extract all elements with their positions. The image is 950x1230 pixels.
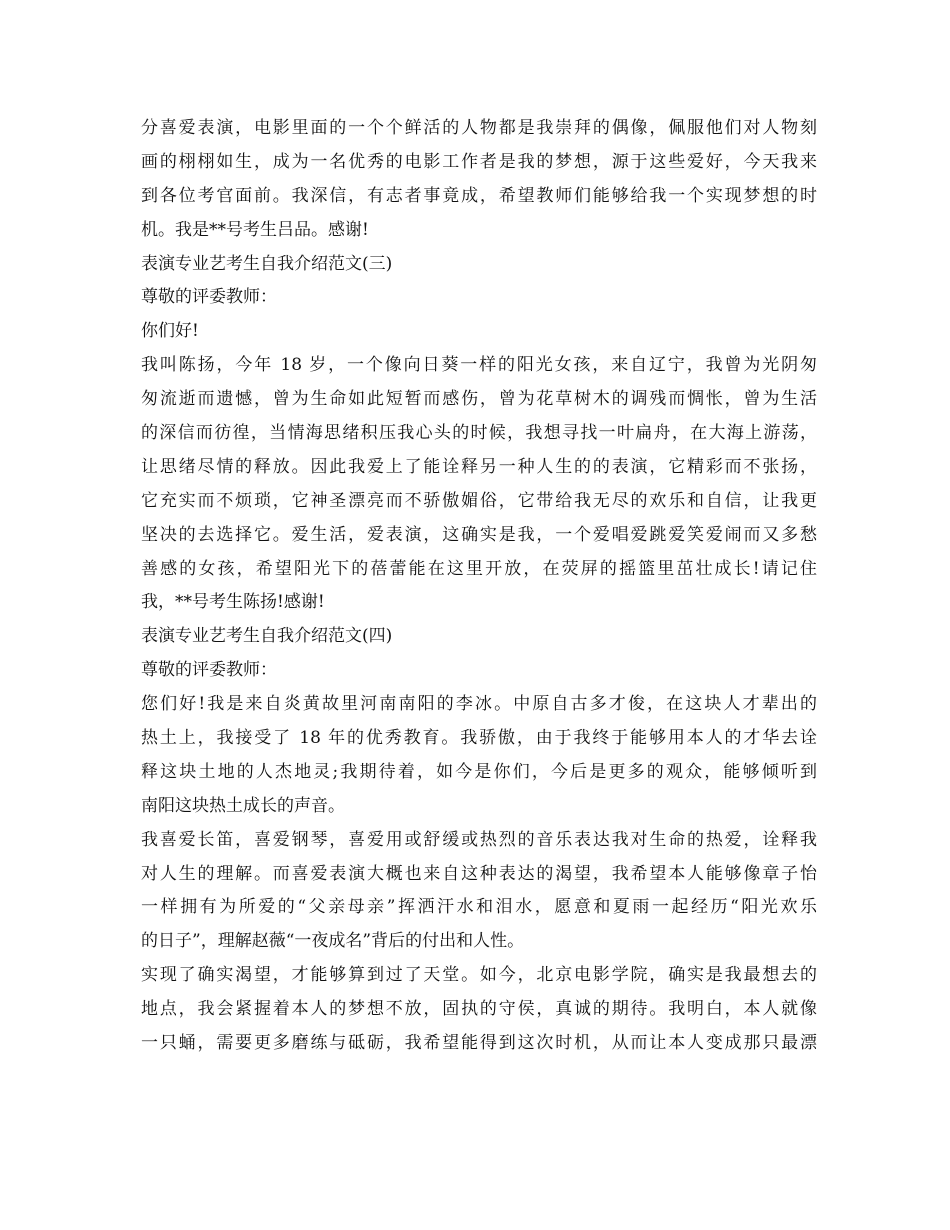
text-line: 分喜爱表演，电影里面的一个个鲜活的人物都是我崇拜的偶像，佩服他们对人物刻 bbox=[141, 118, 817, 138]
text-line: 的日子”，理解赵薇“一夜成名”背后的付出和人性。 bbox=[141, 931, 525, 952]
document-body bbox=[141, 112, 817, 1061]
text-line: 善感的女孩，希望阳光下的蓓蕾能在这里开放，在荧屏的摇篮里茁壮成长!请记住 bbox=[141, 558, 817, 579]
text-line: 一只蛹，需要更多磨练与砥砺，我希望能得到这次时机，从而让本人变成那只最漂 bbox=[141, 1033, 817, 1054]
text-line: 尊敬的评委教师： bbox=[141, 287, 277, 308]
text-line: 你们好! bbox=[141, 321, 199, 342]
text-line: 尊敬的评委教师： bbox=[141, 660, 277, 681]
text-line: 我叫陈扬，今年 18 岁，一个像向日葵一样的阳光女孩，来自辽宁，我曾为光阴匆 bbox=[141, 355, 817, 376]
text-line: 实现了确实渴望，才能够算到过了天堂。如今，北京电影学院，确实是我最想去的 bbox=[141, 965, 817, 986]
text-line: 热土上，我接受了 18 年的优秀教育。我骄傲，由于我终于能够用本人的才华去诠 bbox=[141, 728, 817, 749]
text-line: 画的栩栩如生，成为一名优秀的电影工作者是我的梦想，源于这些爱好，今天我来 bbox=[141, 151, 817, 172]
text-line: 的深信而彷徨，当情海思绪积压我心头的时候，我想寻找一叶扁舟，在大海上游荡， bbox=[141, 423, 817, 444]
text-line: 匆流逝而遗憾，曾为生命如此短暂而感伤，曾为花草树木的调残而惆怅，曾为生活 bbox=[141, 389, 817, 410]
text-line: 表演专业艺考生自我介绍范文(四) bbox=[141, 626, 393, 647]
text-line: 我喜爱长笛，喜爱钢琴，喜爱用或舒缓或热烈的音乐表达我对生命的热爱，诠释我 bbox=[141, 829, 817, 850]
text-line: 释这块土地的人杰地灵;我期待着，如今是你们，今后是更多的观众，能够倾听到 bbox=[141, 761, 817, 782]
text-line: 一样拥有为所爱的“父亲母亲”挥洒汗水和泪水，愿意和夏雨一起经历“阳光欢乐 bbox=[141, 897, 817, 918]
text-line: 地点，我会紧握着本人的梦想不放，固执的守侯，真诚的期待。我明白，本人就像 bbox=[141, 999, 817, 1020]
text-line: 让思绪尽情的释放。因此我爱上了能诠释另一种人生的的表演，它精彩而不张扬， bbox=[141, 456, 817, 477]
text-line: 对人生的理解。而喜爱表演大概也来自这种表达的渴望，我希望本人能够像章子怡 bbox=[141, 863, 817, 884]
text-line: 我，**号考生陈扬!感谢! bbox=[141, 592, 325, 613]
text-line: 它充实而不烦琐，它神圣漂亮而不骄傲媚俗，它带给我无尽的欢乐和自信，让我更 bbox=[141, 490, 817, 511]
text-line: 坚决的去选择它。爱生活，爱表演，这确实是我，一个爱唱爱跳爱笑爱闹而又多愁 bbox=[141, 524, 817, 545]
text-line: 到各位考官面前。我深信，有志者事竟成，希望教师们能够给我一个实现梦想的时 bbox=[141, 185, 817, 206]
text-line: 南阳这块热土成长的声音。 bbox=[141, 795, 345, 816]
text-line: 机。我是**号考生吕品。感谢! bbox=[141, 219, 369, 240]
text-line: 您们好!我是来自炎黄故里河南南阳的李冰。中原自古多才俊，在这块人才辈出的 bbox=[141, 694, 817, 715]
text-line: 表演专业艺考生自我介绍范文(三) bbox=[141, 253, 393, 274]
